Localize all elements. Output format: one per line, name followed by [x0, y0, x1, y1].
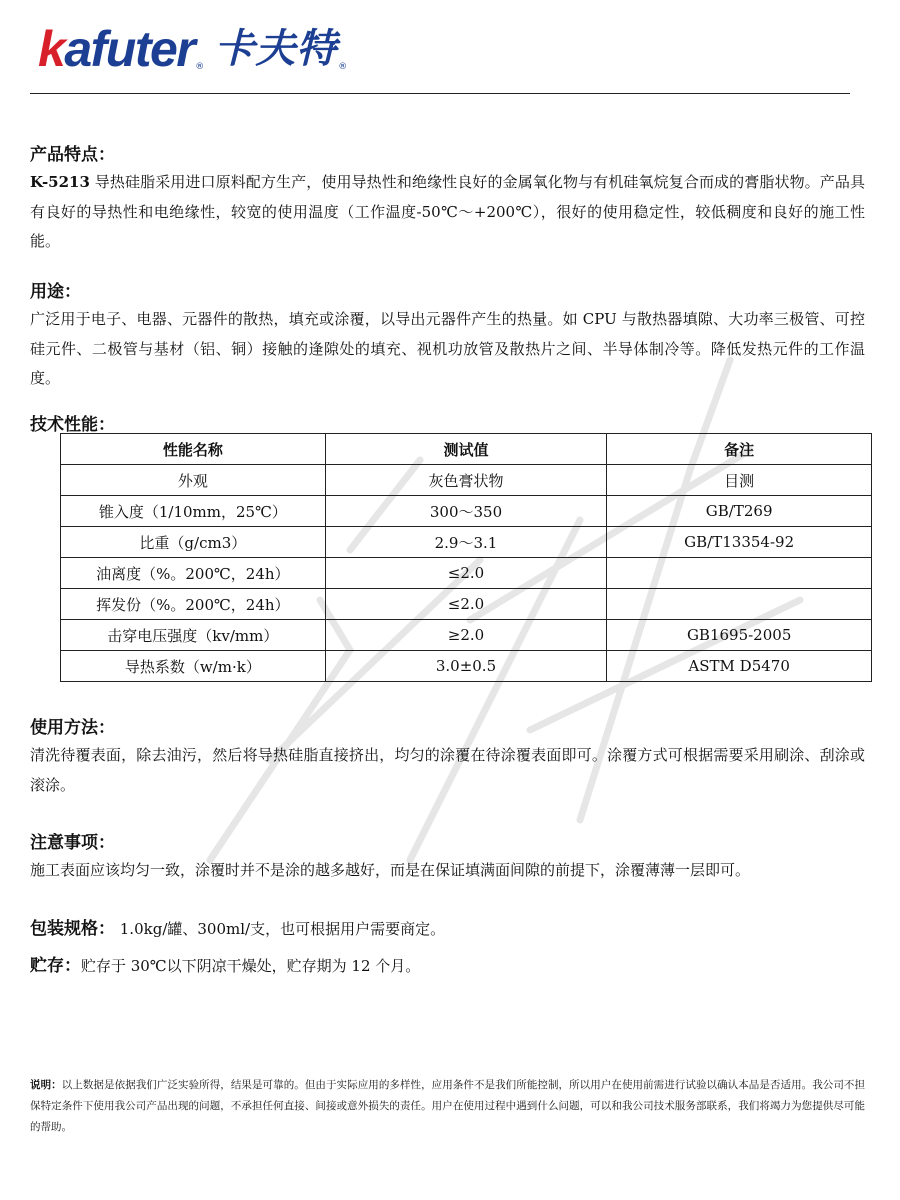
table-row [61, 620, 872, 651]
notice-title: 注意事项： [30, 833, 115, 853]
features-text: 导热硅脂采用进口原料配方生产，使用导热性和绝缘性良好的金属氧化物与有机硅氧烷复合而成的膏脂状物。产品具有良好的导热性和电绝缘性，较宽的使用温度（工作温度-50℃～+200℃），很好的使用稳定性，较低稠度和良好的施工性能。 [30, 173, 865, 250]
cell-value: 2.9～3.1 [325, 527, 607, 558]
header-divider [30, 93, 850, 94]
notice-paragraph: 施工表面应该均匀一致，涂覆时并不是涂的越多越好，而是在保证填满面间隙的前提下，涂覆薄薄一层即可。 [30, 861, 751, 879]
cell-remark [607, 589, 872, 620]
logo-chinese-text: 卡夫特 [214, 26, 338, 72]
storage-line [30, 951, 420, 976]
method-title: 使用方法： [30, 718, 115, 738]
table-header-row [61, 434, 872, 465]
cell-value: ≤2.0 [325, 589, 607, 620]
table-row [61, 527, 872, 558]
cell-property: 挥发份（%。200℃，24h） [61, 589, 326, 620]
cell-property: 比重（g/cm3） [61, 527, 326, 558]
cell-value: 灰色膏状物 [325, 465, 607, 496]
storage-title: 贮存： [30, 956, 81, 976]
cell-value: ≥2.0 [325, 620, 607, 651]
cell-value: 3.0±0.5 [325, 651, 607, 682]
cell-remark [607, 558, 872, 589]
cell-property: 锥入度（1/10mm，25℃） [61, 496, 326, 527]
table-row [61, 558, 872, 589]
features-paragraph [30, 168, 865, 257]
table-row [61, 465, 872, 496]
table-row [61, 589, 872, 620]
table-row [61, 651, 872, 682]
features-title: 产品特点： [30, 145, 115, 165]
tech-title: 技术性能： [30, 415, 115, 435]
packaging-line [30, 914, 445, 939]
spec-table [60, 433, 872, 682]
packaging-title: 包装规格： [30, 919, 115, 939]
cell-property: 油离度（%。200℃，24h） [61, 558, 326, 589]
product-model: K-5213 [30, 173, 90, 191]
registered-mark: ® [195, 62, 205, 72]
header-property: 性能名称 [61, 434, 326, 465]
header-remark: 备注 [607, 434, 872, 465]
cell-value: ≤2.0 [325, 558, 607, 589]
header-value: 测试值 [325, 434, 607, 465]
cell-value: 300～350 [325, 496, 607, 527]
cell-property: 击穿电压强度（kv/mm） [61, 620, 326, 651]
method-paragraph: 清洗待覆表面，除去油污，然后将导热硅脂直接挤出，均匀的涂覆在待涂覆表面即可。涂覆方式可根据需要采用刷涂、刮涂或滚涂。 [30, 746, 865, 794]
cell-remark: ASTM D5470 [607, 651, 872, 682]
disclaimer-label: 说明： [30, 1079, 62, 1091]
cell-remark: GB/T269 [607, 496, 872, 527]
disclaimer-text: 以上数据是依据我们广泛实验所得，结果是可靠的。但由于实际应用的多样性，应用条件不是我们所能控制，所以用户在使用前需进行试验以确认本品是否适用。我公司不担保特定条件下使用我公司产品出现的问题，不承担任何直接、间接或意外损失的责任。用户在使用过程中遇到什么问题，可以和我公司技术服务部联系，我们将竭力为您提供尽可能的帮助。 [30, 1079, 866, 1133]
storage-text: 贮存于 30℃以下阴凉干燥处，贮存期为 12 个月。 [81, 957, 421, 975]
disclaimer [30, 1075, 865, 1138]
cell-remark: 目测 [607, 465, 872, 496]
usage-title: 用途： [30, 282, 81, 302]
brand-logo [38, 21, 357, 77]
registered-mark-2: ® [338, 62, 348, 72]
table-row [61, 496, 872, 527]
cell-remark: GB/T13354-92 [607, 527, 872, 558]
cell-remark: GB1695-2005 [607, 620, 872, 651]
logo-latin-text: kafuter [38, 21, 195, 77]
cell-property: 导热系数（w/m·k） [61, 651, 326, 682]
packaging-text: 1.0kg/罐、300ml/支，也可根据用户需要商定。 [115, 920, 446, 938]
usage-paragraph: 广泛用于电子、电器、元器件的散热，填充或涂覆，以导出元器件产生的热量。如 CPU 与散热器填隙、大功率三极管、可控硅元件、二极管与基材（铝、铜）接触的逢隙处的填充、视机功放管及散热片之间、半导体制冷等。降低发热元件的工作温度。 [30, 310, 865, 387]
cell-property: 外观 [61, 465, 326, 496]
